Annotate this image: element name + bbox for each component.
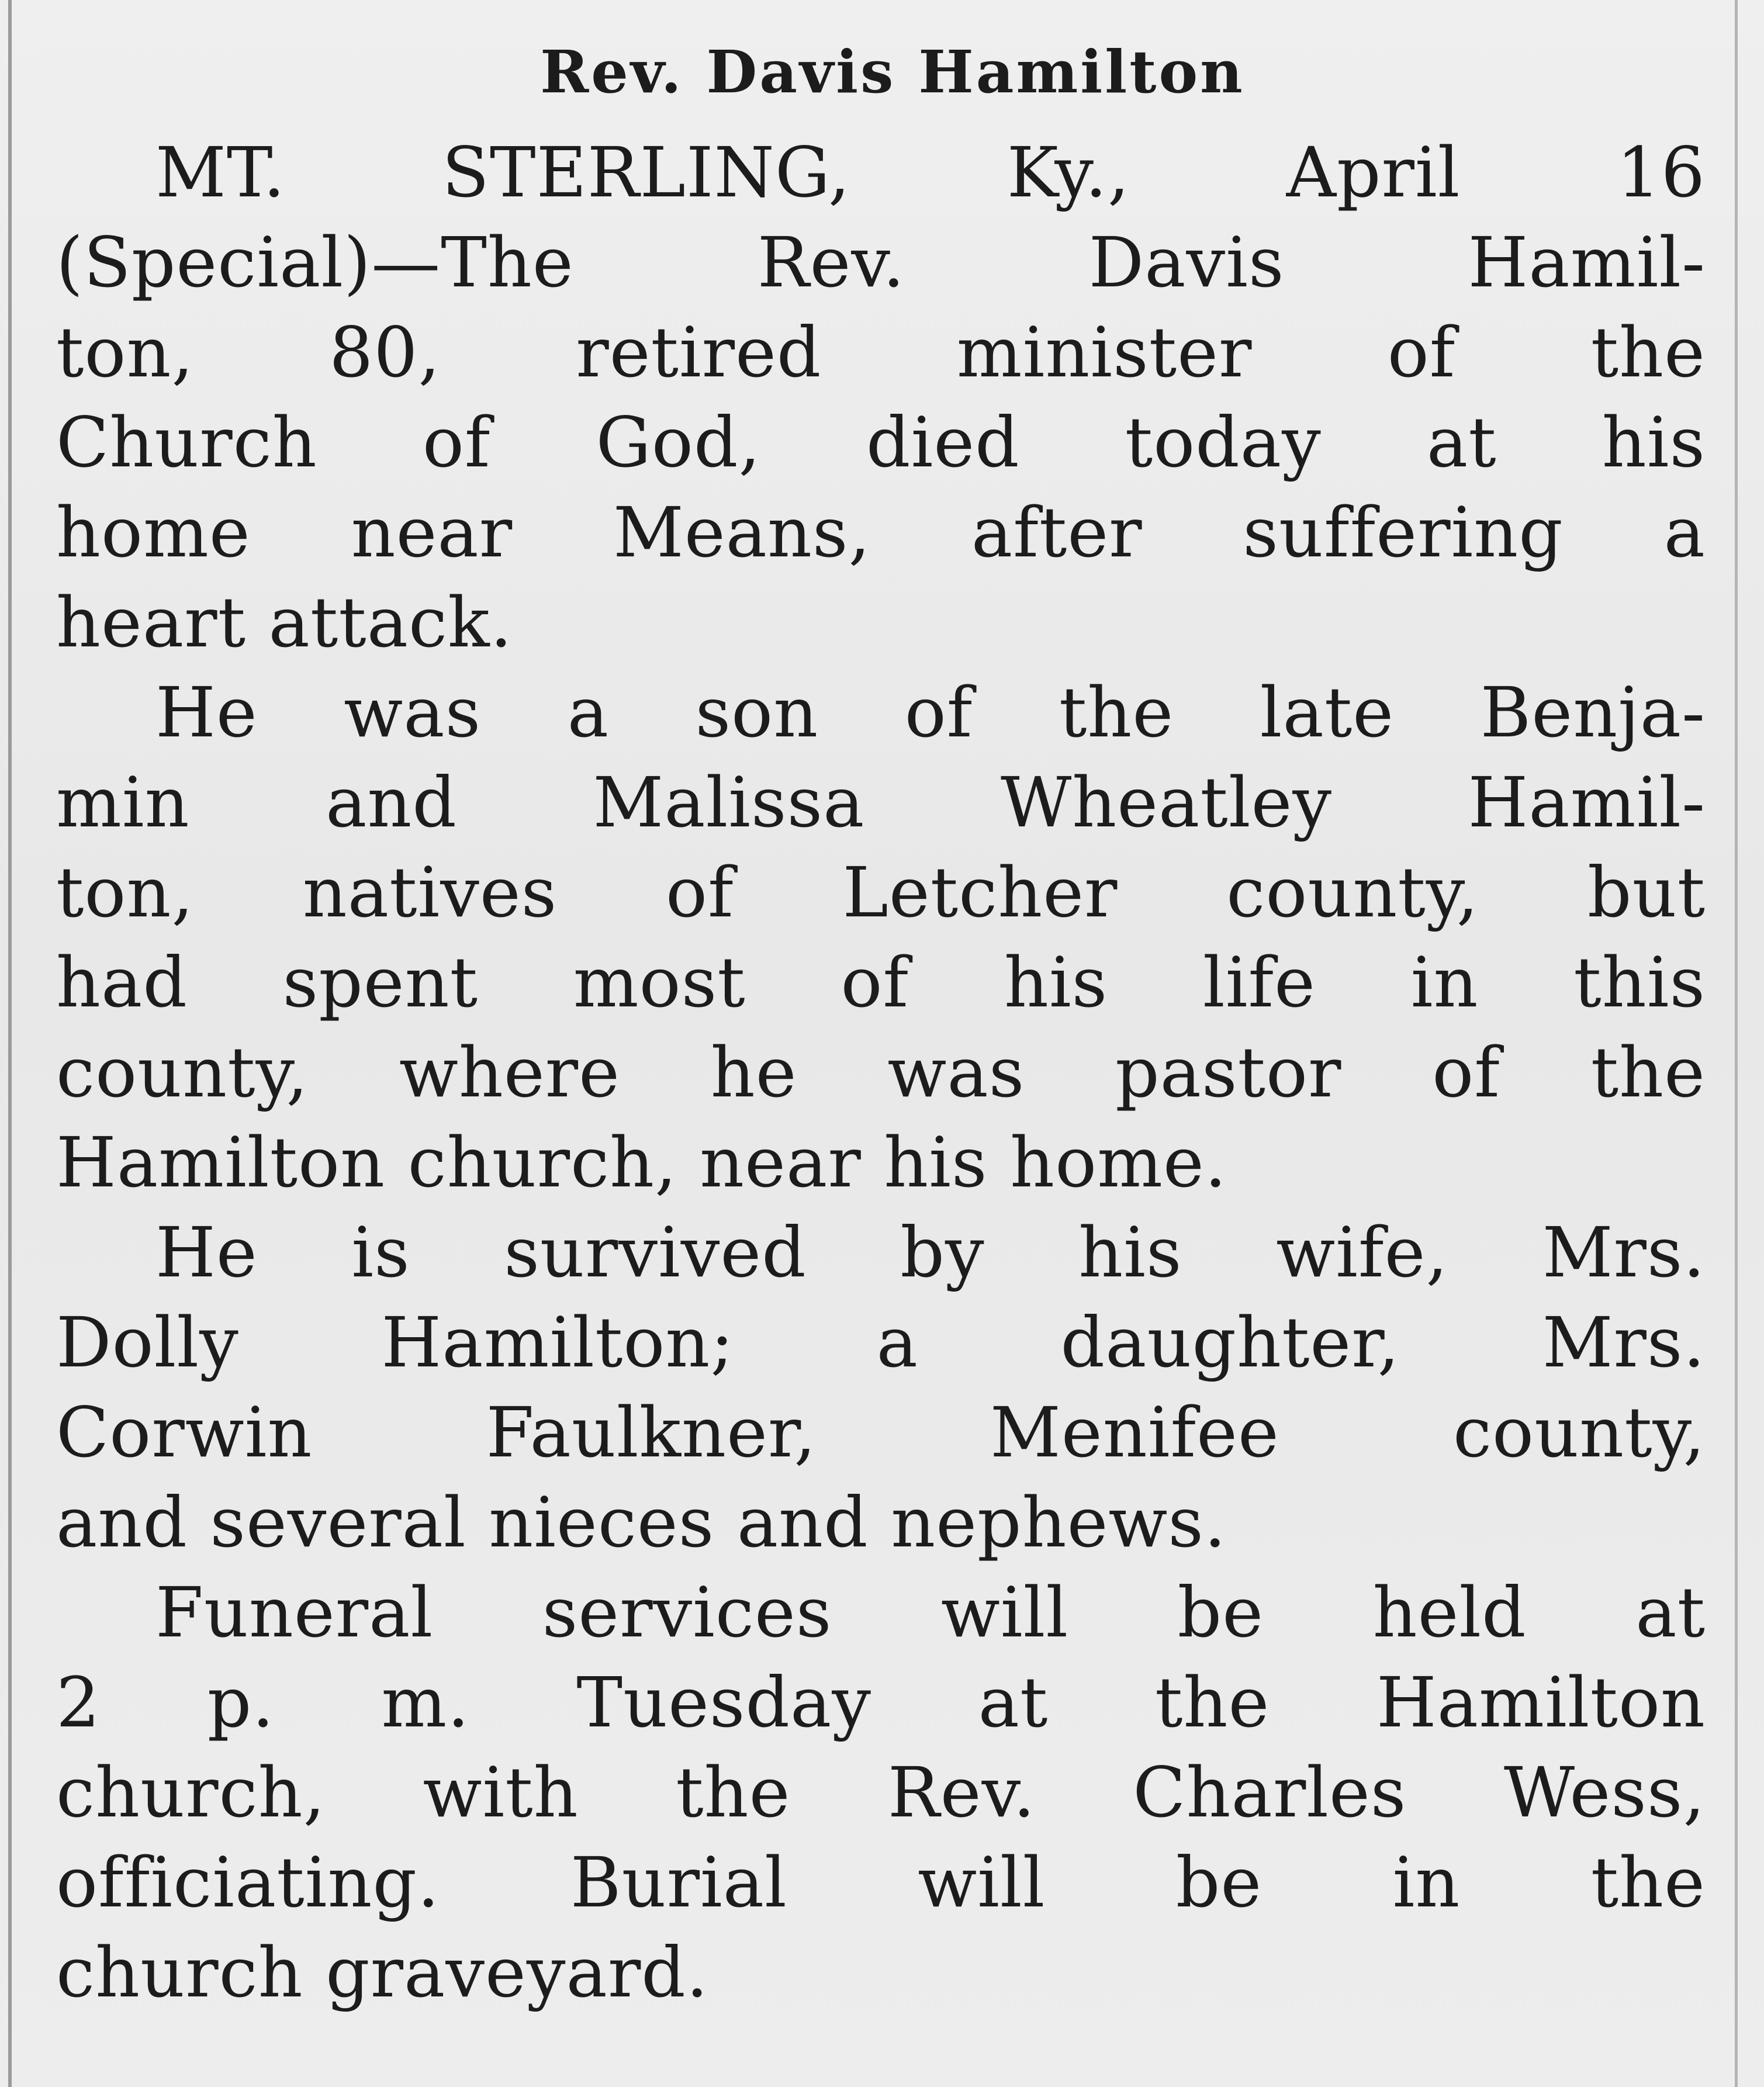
paragraph-family	[56, 667, 1706, 1207]
text-line: He was a son of the late Benja-	[155, 672, 1706, 753]
obituary-column	[56, 28, 1706, 2017]
paragraph-funeral	[56, 1567, 1706, 2017]
text-line: Dolly Hamilton; a daughter, Mrs.	[56, 1302, 1706, 1383]
text-line: Funeral services will be held at	[155, 1572, 1706, 1653]
obituary-headline: Rev. Davis Hamilton	[540, 37, 1245, 106]
text-line: Corwin Faulkner, Menifee county,	[56, 1392, 1706, 1473]
text-line: church graveyard.	[56, 1932, 709, 2013]
text-line: min and Malissa Wheatley Hamil-	[56, 762, 1706, 843]
text-line: and several nieces and nephews.	[56, 1482, 1227, 1563]
text-line: (Special)—The Rev. Davis Hamil-	[56, 222, 1706, 303]
paragraph-dateline	[56, 127, 1706, 667]
right-column-rule	[1735, 0, 1738, 2087]
text-line: Hamilton church, near his home.	[56, 1122, 1227, 1203]
text-line: officiating. Burial will be in the	[56, 1842, 1706, 1923]
text-line: church, with the Rev. Charles Wess,	[56, 1752, 1706, 1833]
text-line: had spent most of his life in this	[56, 942, 1706, 1023]
text-line: 2 p. m. Tuesday at the Hamilton	[56, 1662, 1706, 1743]
paragraph-survivors	[56, 1207, 1706, 1567]
text-line: Church of God, died today at his	[56, 402, 1706, 483]
text-line: He is survived by his wife, Mrs.	[155, 1212, 1706, 1293]
text-line: heart attack.	[56, 582, 513, 663]
text-line: MT. STERLING, Ky., April 16	[155, 132, 1706, 213]
text-line: ton, 80, retired minister of the	[56, 312, 1706, 393]
text-line: county, where he was pastor of the	[56, 1032, 1706, 1113]
text-line: ton, natives of Letcher county, but	[56, 852, 1706, 933]
left-column-rule	[8, 0, 12, 2087]
text-line: home near Means, after suffering a	[56, 492, 1706, 573]
